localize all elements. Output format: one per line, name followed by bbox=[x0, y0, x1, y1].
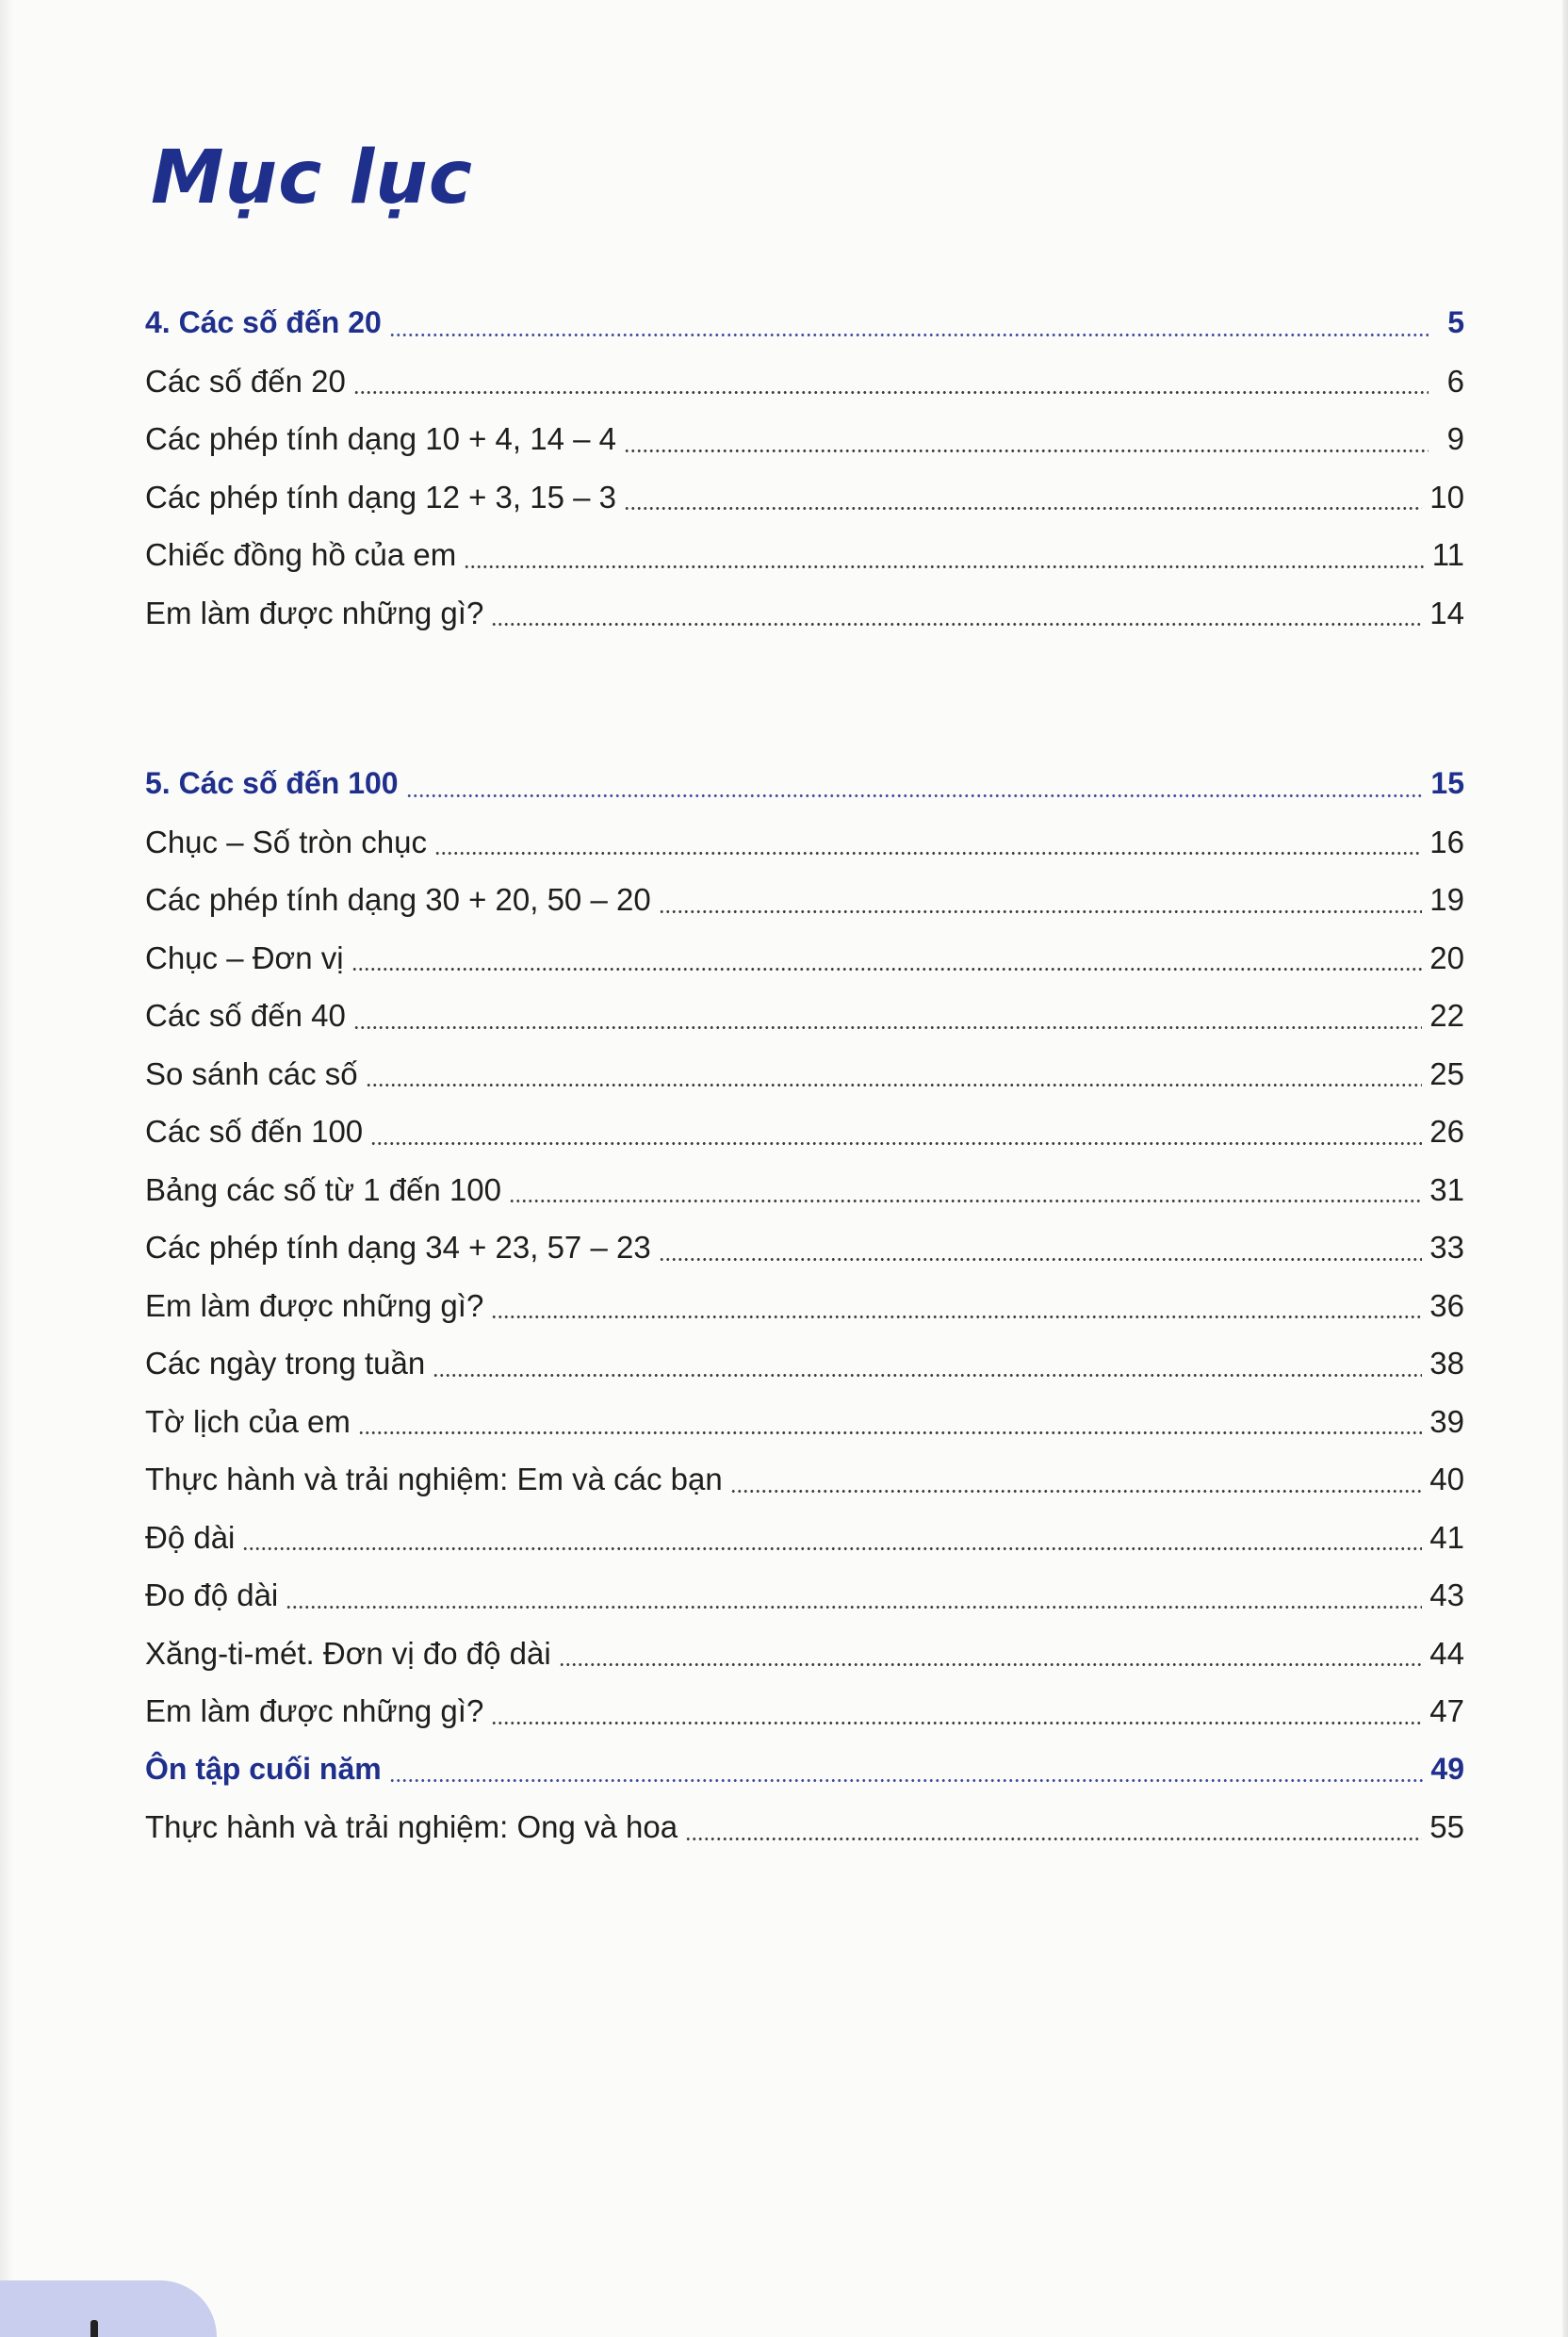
toc-page-number: 22 bbox=[1429, 998, 1464, 1033]
toc-chapter-label: 4. Các số đến 20 bbox=[145, 305, 382, 339]
toc-page-number: 44 bbox=[1429, 1635, 1464, 1671]
toc-item[interactable] bbox=[145, 1682, 1464, 1740]
toc-item[interactable] bbox=[145, 584, 1464, 643]
dot-leader bbox=[353, 391, 1429, 394]
toc-page-number: 26 bbox=[1429, 1114, 1464, 1149]
toc-item-label: Em làm được những gì? bbox=[145, 1693, 484, 1728]
dot-leader bbox=[624, 449, 1429, 452]
toc-page-number: 9 bbox=[1446, 421, 1464, 456]
dot-leader bbox=[286, 1606, 1422, 1609]
dot-leader bbox=[242, 1547, 1422, 1550]
toc-item-label: Thực hành và trải nghiệm: Ong và hoa bbox=[145, 1809, 678, 1844]
page-number-fragment bbox=[90, 2320, 98, 2337]
dot-leader bbox=[351, 968, 1423, 971]
dot-leader bbox=[685, 1838, 1422, 1840]
toc-item-label: Các ngày trong tuần bbox=[145, 1346, 426, 1381]
dot-leader bbox=[659, 910, 1423, 913]
toc-item-label: Chiếc đồng hồ của em bbox=[145, 537, 457, 572]
dot-leader bbox=[730, 1490, 1423, 1493]
toc-item[interactable] bbox=[145, 1625, 1464, 1683]
dot-leader bbox=[624, 507, 1422, 510]
toc-item[interactable] bbox=[145, 526, 1464, 584]
toc-item[interactable] bbox=[145, 1566, 1464, 1625]
toc-page-number: 5 bbox=[1447, 305, 1464, 339]
toc-item[interactable] bbox=[145, 468, 1464, 527]
toc-item-label: Bảng các số từ 1 đến 100 bbox=[145, 1171, 502, 1207]
toc-item-label: Các phép tính dạng 30 + 20, 50 – 20 bbox=[145, 882, 651, 917]
toc-item[interactable] bbox=[145, 1393, 1464, 1451]
toc-page-number: 6 bbox=[1446, 363, 1464, 399]
toc-item-label: Chục – Đơn vị bbox=[145, 940, 344, 975]
toc-page-number: 55 bbox=[1429, 1809, 1464, 1844]
dot-leader bbox=[464, 565, 1425, 568]
toc-page-number: 33 bbox=[1429, 1230, 1464, 1265]
toc-item[interactable] bbox=[145, 987, 1464, 1045]
toc-item[interactable] bbox=[145, 1798, 1464, 1856]
toc-item[interactable] bbox=[145, 1334, 1464, 1393]
toc-page-number: 41 bbox=[1429, 1519, 1464, 1555]
dot-leader bbox=[659, 1258, 1423, 1261]
toc-page-number: 15 bbox=[1430, 766, 1464, 800]
toc-item-label: Chục – Số tròn chục bbox=[145, 824, 427, 859]
toc-item[interactable] bbox=[145, 1509, 1464, 1567]
toc-item[interactable] bbox=[145, 1277, 1464, 1335]
toc-page-number: 20 bbox=[1429, 940, 1464, 975]
toc-chapter-label: Ôn tập cuối năm bbox=[145, 1751, 382, 1786]
toc-page-number: 25 bbox=[1429, 1055, 1464, 1091]
toc-page-number: 16 bbox=[1429, 824, 1464, 859]
toc-item[interactable] bbox=[145, 1045, 1464, 1103]
toc-item[interactable] bbox=[145, 1161, 1464, 1219]
page-gutter-shadow bbox=[0, 0, 13, 2337]
toc-item-label: Các số đến 100 bbox=[145, 1114, 364, 1149]
toc-item-label: So sánh các số bbox=[145, 1055, 358, 1091]
toc-item[interactable] bbox=[145, 1450, 1464, 1509]
toc-page-number: 43 bbox=[1429, 1577, 1464, 1612]
toc-page-number: 19 bbox=[1429, 882, 1464, 917]
toc-item-label: Thực hành và trải nghiệm: Em và các bạn bbox=[145, 1462, 723, 1496]
dot-leader bbox=[389, 1779, 1424, 1782]
toc-item-label: Các phép tính dạng 10 + 4, 14 – 4 bbox=[145, 421, 616, 456]
dot-leader bbox=[509, 1200, 1422, 1202]
dot-leader bbox=[491, 1316, 1422, 1318]
toc-item-label: Tờ lịch của em bbox=[145, 1403, 351, 1439]
toc-item-label: Đo độ dài bbox=[145, 1577, 279, 1612]
dot-leader bbox=[370, 1142, 1422, 1145]
dot-leader bbox=[353, 1026, 1422, 1029]
toc-chapter-5[interactable] bbox=[145, 755, 1464, 813]
toc-page-number: 49 bbox=[1430, 1751, 1464, 1786]
toc-page-number: 36 bbox=[1429, 1287, 1464, 1323]
table-of-contents bbox=[145, 294, 1464, 1856]
page-corner-tab bbox=[0, 2280, 217, 2337]
toc-chapter-review[interactable] bbox=[145, 1740, 1464, 1799]
dot-leader bbox=[434, 852, 1422, 855]
toc-item[interactable] bbox=[145, 929, 1464, 988]
toc-page-number: 39 bbox=[1429, 1403, 1464, 1439]
dot-leader bbox=[433, 1374, 1422, 1377]
toc-item-label: Em làm được những gì? bbox=[145, 595, 484, 630]
toc-page-number: 47 bbox=[1429, 1693, 1464, 1728]
toc-item-label: Em làm được những gì? bbox=[145, 1287, 484, 1323]
toc-item[interactable] bbox=[145, 1218, 1464, 1277]
toc-page-number: 38 bbox=[1429, 1346, 1464, 1381]
dot-leader bbox=[389, 334, 1429, 336]
page-title: Mục lục bbox=[151, 136, 474, 221]
dot-leader bbox=[491, 1722, 1422, 1724]
toc-item[interactable] bbox=[145, 1103, 1464, 1161]
toc-item[interactable] bbox=[145, 352, 1464, 411]
toc-page-number: 40 bbox=[1429, 1462, 1464, 1496]
toc-item-label: Các phép tính dạng 12 + 3, 15 – 3 bbox=[145, 479, 616, 515]
toc-item-label: Độ dài bbox=[145, 1519, 236, 1555]
dot-leader bbox=[358, 1431, 1422, 1434]
toc-page-number: 31 bbox=[1429, 1171, 1464, 1207]
dot-leader bbox=[366, 1084, 1423, 1087]
toc-item-label: Các phép tính dạng 34 + 23, 57 – 23 bbox=[145, 1230, 651, 1265]
toc-page-number: 14 bbox=[1429, 595, 1464, 630]
toc-page-number: 10 bbox=[1429, 479, 1464, 515]
toc-chapter-4[interactable] bbox=[145, 294, 1464, 352]
page-edge bbox=[1562, 0, 1568, 2337]
toc-item-label: Xăng-ti-mét. Đơn vị đo độ dài bbox=[145, 1635, 551, 1671]
toc-item[interactable] bbox=[145, 813, 1464, 872]
toc-page-number: 11 bbox=[1431, 537, 1464, 572]
dot-leader bbox=[406, 794, 1424, 797]
toc-item[interactable] bbox=[145, 410, 1464, 468]
toc-item-label: Các số đến 40 bbox=[145, 998, 346, 1033]
toc-item[interactable] bbox=[145, 871, 1464, 929]
section-spacer bbox=[145, 642, 1464, 755]
dot-leader bbox=[559, 1663, 1423, 1666]
toc-chapter-label: 5. Các số đến 100 bbox=[145, 766, 399, 800]
dot-leader bbox=[491, 623, 1422, 626]
toc-item-label: Các số đến 20 bbox=[145, 363, 346, 399]
